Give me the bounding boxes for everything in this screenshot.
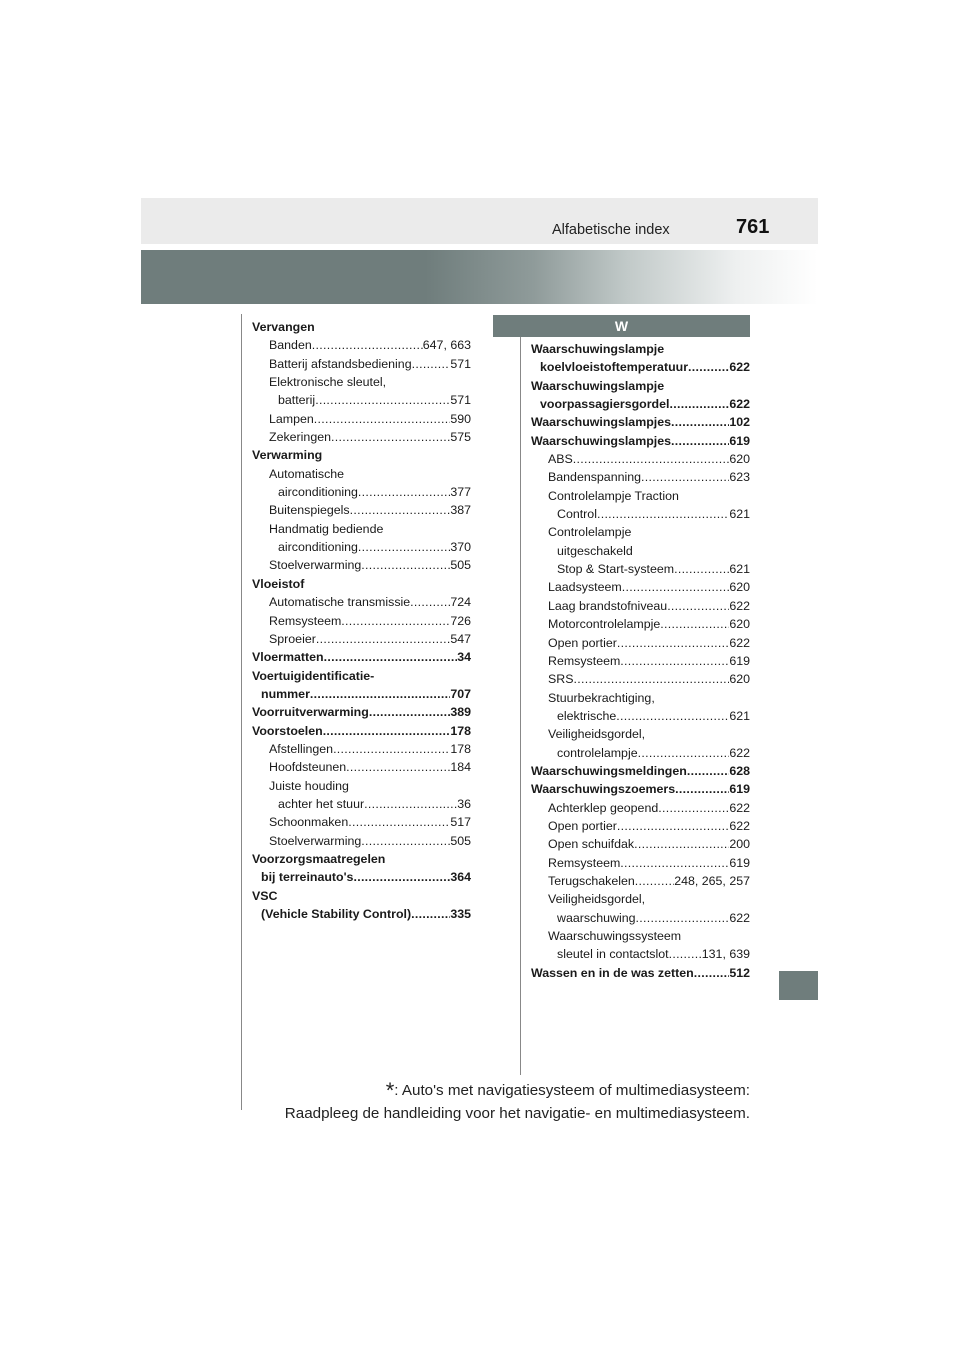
dot-leader <box>331 428 450 446</box>
index-entry-term: Automatische transmissie <box>269 595 411 610</box>
index-entry-term: Voertuigidentificatie- <box>252 668 375 683</box>
index-entry <box>531 450 750 468</box>
dot-leader <box>674 560 729 578</box>
index-entry <box>252 538 471 556</box>
index-entry <box>531 413 750 431</box>
index-entry-term: Waarschuwingsmeldingen <box>531 763 687 778</box>
index-entry <box>252 575 471 593</box>
index-entry-term: airconditioning <box>278 485 358 500</box>
index-entry-term: Batterij afstandsbediening <box>269 356 412 371</box>
index-entry-page: 726 <box>450 613 471 628</box>
index-entry <box>531 634 750 652</box>
index-entry <box>531 523 750 541</box>
index-entry-page: 517 <box>450 815 471 830</box>
dot-leader <box>687 762 729 780</box>
dot-leader <box>636 909 730 927</box>
index-entry <box>252 428 471 446</box>
index-entry-page: 387 <box>450 503 471 518</box>
index-entry <box>531 744 750 762</box>
dot-leader <box>694 964 730 982</box>
dot-leader <box>341 612 450 630</box>
index-entry <box>531 578 750 596</box>
dot-leader <box>597 505 729 523</box>
index-entry-term: Afstellingen <box>269 741 334 756</box>
dot-leader <box>669 945 702 963</box>
dot-leader <box>658 799 729 817</box>
index-entry-term: controlelampje <box>557 745 638 760</box>
index-entry-page: 505 <box>450 558 471 573</box>
index-entry <box>252 446 471 464</box>
index-entry <box>531 707 750 725</box>
footnote-line-2: Raadpleeg de handleiding voor het navigatie- en multimediasysteem. <box>284 1105 750 1122</box>
index-entry-page: 647, 663 <box>422 338 471 353</box>
index-entry <box>531 615 750 633</box>
index-entry-term: Waarschuwingszoemers <box>531 782 676 797</box>
dot-leader <box>361 556 450 574</box>
index-entry <box>531 358 750 376</box>
index-entry <box>531 689 750 707</box>
index-entry <box>252 648 471 666</box>
index-entry <box>252 740 471 758</box>
index-entry-term: Stoelverwarming <box>269 833 362 848</box>
index-entry <box>531 725 750 743</box>
index-entry-term: voorpassagiersgordel <box>540 397 670 412</box>
footnote-marker: * <box>385 1078 395 1103</box>
index-entry <box>531 670 750 688</box>
index-entry <box>252 612 471 630</box>
index-entry <box>531 799 750 817</box>
index-entry-term: Vervangen <box>252 320 315 334</box>
index-entry-term: Sproeier <box>269 631 316 646</box>
index-column-right <box>531 340 750 982</box>
index-entry <box>252 318 471 336</box>
index-entry <box>531 377 750 395</box>
dot-leader <box>323 722 451 740</box>
index-entry-term: sleutel in contactslot <box>557 947 669 962</box>
index-entry-term: Voorzorgsmaatregelen <box>252 851 386 866</box>
dot-leader <box>616 707 729 725</box>
index-entry <box>531 964 750 982</box>
index-entry <box>531 762 750 780</box>
footnote-text: : Auto's met navigatiesysteem of multimediasysteem: <box>394 1082 750 1099</box>
index-entry-term: Stoelverwarming <box>269 558 362 573</box>
dot-leader <box>573 450 730 468</box>
index-entry-page: 178 <box>450 741 471 756</box>
index-entry <box>531 542 750 560</box>
index-entry <box>252 850 471 868</box>
index-entry-page: 547 <box>450 631 471 646</box>
dot-leader <box>316 630 450 648</box>
index-entry-term: Wassen en in de was zetten <box>531 965 694 980</box>
index-entry-page: 623 <box>729 470 750 485</box>
index-entry-page: 36 <box>457 796 471 811</box>
section-title: Alfabetische index <box>552 222 670 238</box>
index-entry-term: Veiligheidsgordel, <box>548 727 646 742</box>
dot-leader <box>324 648 458 666</box>
index-entry-term: nummer <box>261 686 310 701</box>
index-entry-term: Stop & Start-systeem <box>557 562 675 577</box>
dot-leader <box>641 468 729 486</box>
index-entry <box>531 597 750 615</box>
index-entry-page: 724 <box>450 595 471 610</box>
index-entry-page: 619 <box>729 433 750 448</box>
dot-leader <box>310 685 450 703</box>
dot-leader <box>369 703 450 721</box>
index-column-left <box>252 318 471 923</box>
index-entry-term: Waarschuwingslampje <box>531 342 665 356</box>
dot-leader <box>315 391 450 409</box>
index-entry-term: Control <box>557 507 597 522</box>
index-entry-page: 622 <box>729 818 750 833</box>
index-entry-page: 621 <box>729 708 750 723</box>
index-entry-page: 619 <box>729 653 750 668</box>
index-entry-page: 184 <box>450 760 471 775</box>
index-entry-page: 621 <box>729 562 750 577</box>
index-entry-term: Controlelampje Traction <box>548 488 679 503</box>
dot-leader <box>358 538 450 556</box>
index-entry-term: Voorruitverwarming <box>252 705 369 720</box>
index-entry-page: 620 <box>729 452 750 467</box>
dot-leader <box>411 905 450 923</box>
index-entry-term: Veiligheidsgordel, <box>548 892 646 907</box>
index-entry-page: 364 <box>450 870 471 885</box>
index-entry-term: Remsysteem <box>548 653 621 668</box>
index-entry-page: 707 <box>450 686 471 701</box>
decorative-gradient-band <box>141 250 818 304</box>
index-entry-page: 377 <box>450 485 471 500</box>
index-entry-term: Banden <box>269 338 312 353</box>
index-entry <box>252 556 471 574</box>
index-entry-page: 575 <box>450 430 471 445</box>
index-entry <box>531 340 750 358</box>
index-entry <box>531 432 750 450</box>
section-letter-bar: W <box>493 315 750 337</box>
index-entry-term: Laag brandstofniveau <box>548 598 668 613</box>
dot-leader <box>671 432 729 450</box>
index-entry <box>531 487 750 505</box>
index-entry-term: bij terreinauto's <box>261 870 354 885</box>
index-entry-page: 34 <box>457 650 471 665</box>
index-entry-term: Remsysteem <box>269 613 342 628</box>
index-entry-term: Waarschuwingslampje <box>531 378 665 393</box>
index-entry <box>252 832 471 850</box>
index-entry-term: Automatische <box>269 466 345 481</box>
index-entry-page: 622 <box>729 635 750 650</box>
index-entry-page: 621 <box>729 507 750 522</box>
index-entry-term: VSC <box>252 888 278 903</box>
dot-leader <box>634 835 729 853</box>
dot-leader <box>410 593 450 611</box>
index-entry-page: 622 <box>729 800 750 815</box>
index-entry-term: Handmatig bediende <box>269 521 384 536</box>
index-entry-term: Remsysteem <box>548 855 621 870</box>
index-entry-page: 512 <box>729 965 750 980</box>
index-entry <box>531 560 750 578</box>
dot-leader <box>364 795 457 813</box>
index-entry-term: uitgeschakeld <box>557 543 633 558</box>
index-entry <box>252 593 471 611</box>
index-entry-term: Achterklep geopend <box>548 800 659 815</box>
dot-leader <box>346 758 450 776</box>
dot-leader <box>412 355 451 373</box>
index-entry <box>531 780 750 798</box>
index-entry-term: Terugschakelen <box>548 873 635 888</box>
index-entry <box>531 854 750 872</box>
dot-leader <box>358 483 450 501</box>
index-entry <box>531 927 750 945</box>
index-entry <box>252 905 471 923</box>
index-entry-page: 248, 265, 257 <box>674 873 750 888</box>
index-entry-term: Open portier <box>548 818 617 833</box>
index-entry <box>252 667 471 685</box>
index-entry-page: 389 <box>450 705 471 720</box>
index-entry-term: Controlelampje <box>548 525 632 540</box>
index-entry-page: 102 <box>729 415 750 430</box>
index-entry-page: 622 <box>729 360 750 375</box>
index-entry-page: 622 <box>729 397 750 412</box>
index-entry-page: 178 <box>450 723 471 738</box>
page-number: 761 <box>736 216 770 238</box>
index-entry-term: Elektronische sleutel, <box>269 375 387 390</box>
index-entry <box>252 722 471 740</box>
index-entry <box>252 685 471 703</box>
header-band <box>141 198 818 244</box>
index-entry <box>252 868 471 886</box>
index-entry <box>252 813 471 831</box>
index-entry-page: 622 <box>729 598 750 613</box>
index-entry-term: Motorcontrolelampje <box>548 617 661 632</box>
index-entry-term: Bandenspanning <box>548 470 642 485</box>
index-entry <box>531 468 750 486</box>
dot-leader <box>314 410 451 428</box>
dot-leader <box>669 395 729 413</box>
index-entry-term: elektrische <box>557 708 617 723</box>
dot-leader <box>312 336 423 354</box>
dot-leader <box>671 413 729 431</box>
index-entry <box>252 795 471 813</box>
index-entry-term: Stuurbekrachtiging, <box>548 690 655 705</box>
dot-leader <box>620 854 729 872</box>
left-column-rule <box>241 314 242 1110</box>
index-entry-term: waarschuwing <box>557 910 636 925</box>
dot-leader <box>573 670 729 688</box>
index-entry <box>531 945 750 963</box>
dot-leader <box>617 634 729 652</box>
index-entry-page: 131, 639 <box>701 947 750 962</box>
index-entry <box>252 777 471 795</box>
index-entry <box>252 703 471 721</box>
index-entry <box>252 887 471 905</box>
index-entry <box>531 872 750 890</box>
dot-leader <box>617 817 729 835</box>
index-entry <box>531 817 750 835</box>
column-divider <box>520 337 521 1075</box>
index-entry <box>252 355 471 373</box>
dot-leader <box>353 868 450 886</box>
index-entry <box>252 465 471 483</box>
index-entry-page: 590 <box>450 411 471 426</box>
index-entry <box>252 336 471 354</box>
index-entry-term: achter het stuur <box>278 796 365 811</box>
index-entry-term: Hoofdsteunen <box>269 760 347 775</box>
dot-leader <box>638 744 730 762</box>
index-entry-term: Lampen <box>269 411 314 426</box>
index-entry-term: batterij <box>278 393 316 408</box>
index-entry <box>252 373 471 391</box>
index-entry-term: Open portier <box>548 635 617 650</box>
index-entry <box>252 758 471 776</box>
dot-leader <box>675 780 729 798</box>
dot-leader <box>620 652 729 670</box>
dot-leader <box>660 615 729 633</box>
index-entry-term: Waarschuwingslampjes <box>531 433 672 448</box>
dot-leader <box>688 358 729 376</box>
index-entry <box>252 520 471 538</box>
chapter-side-tab <box>779 971 818 1000</box>
index-entry-term: Waarschuwingssysteem <box>548 929 682 943</box>
index-entry <box>531 909 750 927</box>
index-entry-page: 505 <box>450 833 471 848</box>
dot-leader <box>350 501 451 519</box>
index-entry-term: airconditioning <box>278 540 358 555</box>
index-entry-term: koelvloeistoftemperatuur <box>540 360 689 375</box>
dot-leader <box>667 597 729 615</box>
dot-leader <box>348 813 450 831</box>
index-entry-term: Waarschuwingslampjes <box>531 415 672 430</box>
index-entry-page: 370 <box>450 540 471 555</box>
index-entry-page: 628 <box>729 763 750 778</box>
index-entry-term: Vloeistof <box>252 576 305 591</box>
index-entry <box>531 835 750 853</box>
dot-leader <box>361 832 450 850</box>
index-entry-term: (Vehicle Stability Control) <box>261 907 412 921</box>
index-entry-term: Vloermatten <box>252 650 324 665</box>
index-entry-term: Buitenspiegels <box>269 503 350 518</box>
index-entry-page: 622 <box>729 910 750 925</box>
index-entry <box>531 890 750 908</box>
index-entry-term: SRS <box>548 672 574 687</box>
index-entry-page: 619 <box>729 782 750 797</box>
index-entry-term: Open schuifdak <box>548 837 635 852</box>
index-entry-term: Verwarming <box>252 448 323 463</box>
index-entry-page: 620 <box>729 617 750 632</box>
index-entry <box>252 501 471 519</box>
dot-leader <box>333 740 450 758</box>
index-entry-term: Juiste houding <box>269 778 349 793</box>
index-entry-term: Zekeringen <box>269 430 331 445</box>
index-entry-page: 620 <box>729 580 750 595</box>
index-entry-page: 571 <box>450 356 471 371</box>
dot-leader <box>635 872 674 890</box>
index-entry <box>531 652 750 670</box>
index-entry-page: 620 <box>729 672 750 687</box>
index-entry <box>531 395 750 413</box>
index-entry-page: 619 <box>729 855 750 870</box>
index-entry-term: Schoonmaken <box>269 815 349 830</box>
index-entry-term: Voorstoelen <box>252 723 323 738</box>
index-entry <box>531 505 750 523</box>
index-entry <box>252 410 471 428</box>
index-entry-page: 622 <box>729 745 750 760</box>
index-entry-term: ABS <box>548 452 573 467</box>
index-entry-term: Laadsysteem <box>548 580 622 595</box>
index-entry-page: 200 <box>729 837 750 852</box>
index-entry-page: 335 <box>450 907 471 921</box>
index-entry-page: 571 <box>450 393 471 408</box>
dot-leader <box>622 578 730 596</box>
footnote-line-1 <box>190 1080 750 1102</box>
index-entry <box>252 630 471 648</box>
index-entry <box>252 391 471 409</box>
index-entry <box>252 483 471 501</box>
